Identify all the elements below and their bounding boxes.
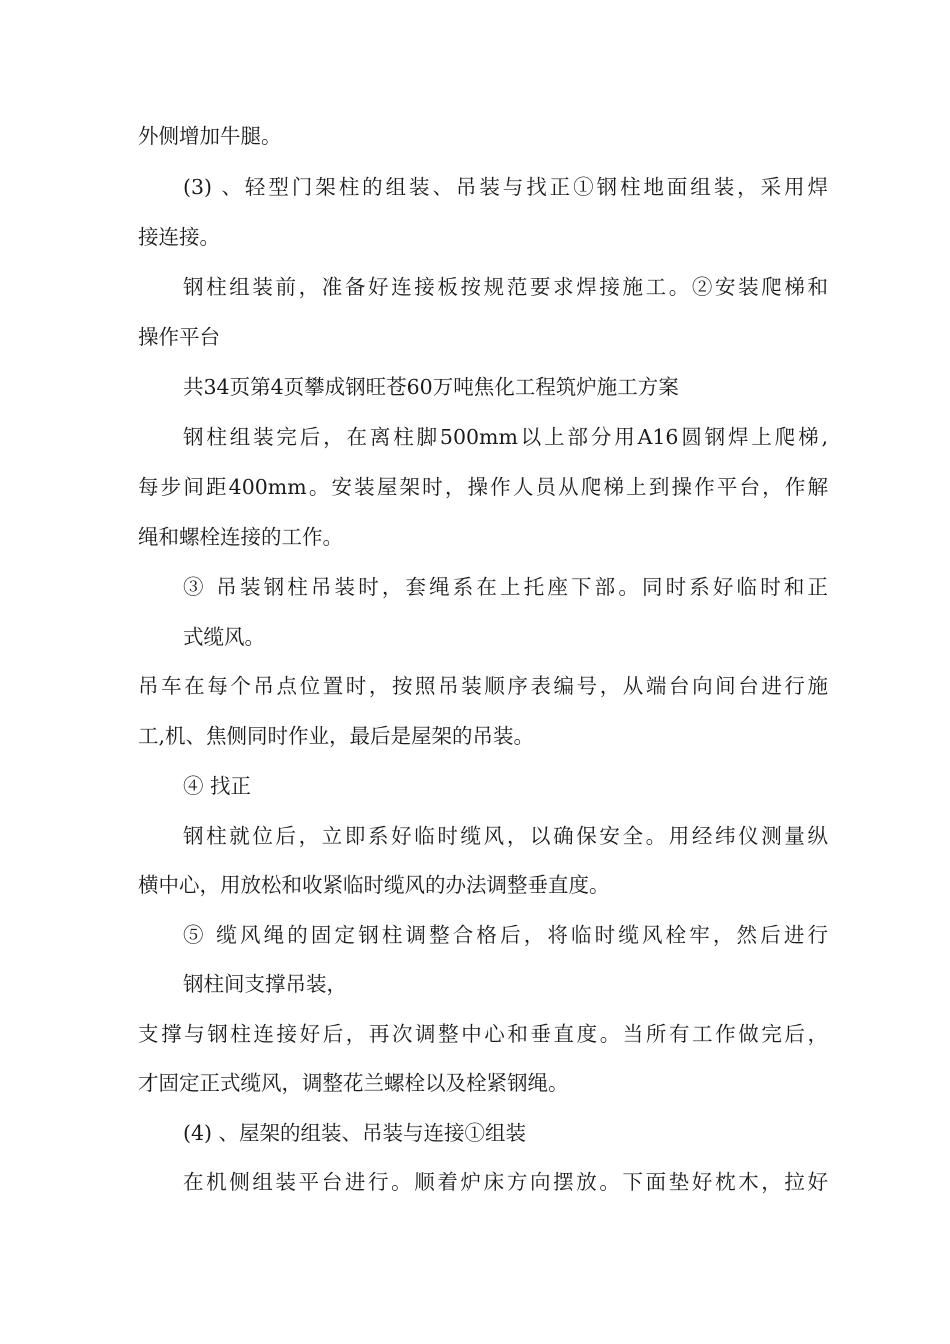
text-line: 钢柱间支撑吊装， bbox=[183, 972, 347, 996]
text-line: 钢柱组装完后，在离柱脚500mm以上部分用A16圆钢焊上爬梯, bbox=[183, 425, 828, 449]
text-line: 吊车在每个吊点位置时，按照吊装顺序表编号，从端台向间台进行施 bbox=[138, 674, 828, 698]
text-line: 才固定正式缆风，调整花兰螺栓以及栓紧钢绳。 bbox=[138, 1071, 569, 1095]
text-line: 每步间距400mm。安装屋架时，操作人员从爬梯上到操作平台，作解 bbox=[138, 475, 828, 499]
text-line: 绳和螺栓连接的工作。 bbox=[138, 525, 343, 549]
text-line: 支撑与钢柱连接好后，再次调整中心和垂直度。当所有工作做完后， bbox=[138, 1022, 828, 1046]
text-line: 接连接。 bbox=[138, 225, 220, 249]
text-line: 式缆风。 bbox=[183, 625, 265, 649]
text-line: 工,机、焦侧同时作业，最后是屋架的吊装。 bbox=[138, 724, 535, 748]
text-line: ③ 吊装钢柱吊装时，套绳系在上托座下部。同时系好临时和正 bbox=[183, 575, 828, 599]
text-line: ④ 找正 bbox=[183, 774, 252, 798]
text-line: (4) 、屋架的组装、吊装与连接①组装 bbox=[183, 1121, 527, 1145]
text-line: 在机侧组装平台进行。顺着炉床方向摆放。下面垫好枕木，拉好 bbox=[183, 1170, 828, 1194]
text-line: (3) 、轻型门架柱的组装、吊装与找正①钢柱地面组装，采用焊 bbox=[183, 175, 828, 199]
text-line: 钢柱组装前，准备好连接板按规范要求焊接施工。②安装爬梯和 bbox=[183, 275, 828, 299]
text-line: 外侧增加牛腿。 bbox=[138, 124, 282, 148]
page-header-line: 共34页第4页攀成钢旺苍60万吨焦化工程筑炉施工方案 bbox=[183, 375, 679, 399]
text-line: 横中心，用放松和收紧临时缆风的办法调整垂直度。 bbox=[138, 873, 610, 897]
text-line: ⑤ 缆风绳的固定钢柱调整合格后，将临时缆风栓牢，然后进行 bbox=[183, 923, 828, 947]
text-line: 操作平台 bbox=[138, 325, 220, 349]
text-line: 钢柱就位后，立即系好临时缆风，以确保安全。用经纬仪测量纵 bbox=[183, 824, 828, 848]
